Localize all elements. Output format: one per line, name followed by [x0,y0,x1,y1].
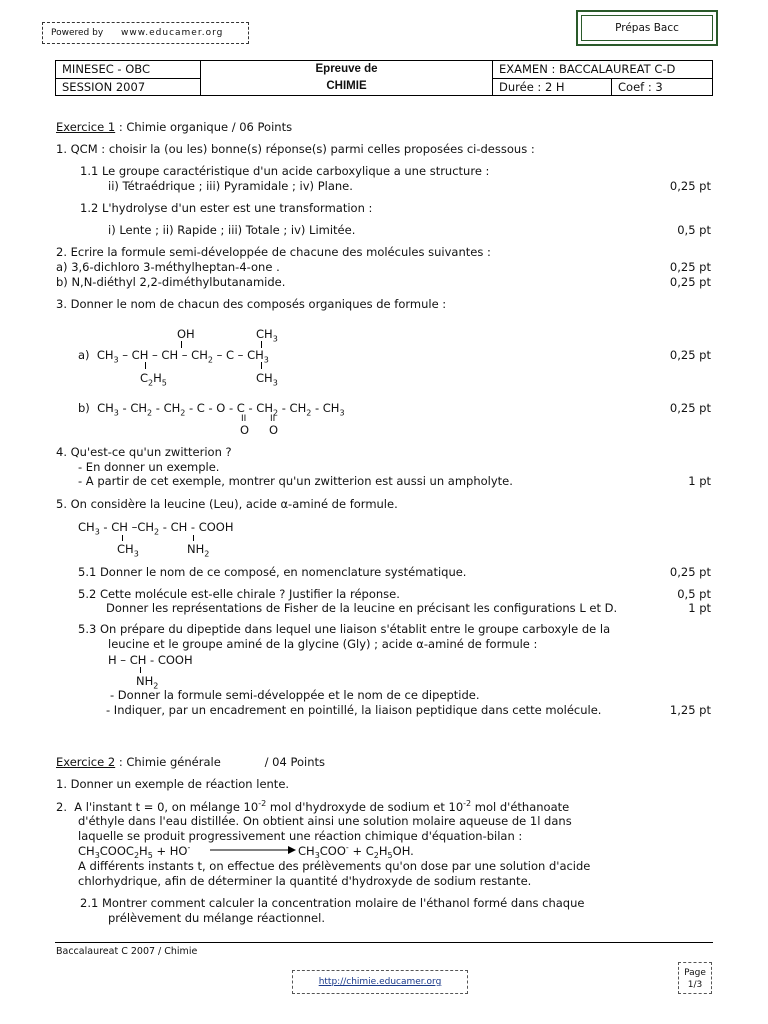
ex1-heading [56,120,292,134]
footer-url-text[interactable]: http://chimie.educamer.org [318,977,442,987]
ex2-label: Exercice 2 [56,755,116,769]
bond-line [145,362,146,369]
reaction-arrow-icon [208,844,296,856]
footer-divider [55,942,713,943]
formula-a-main: a) $CH_3$ – CH – CH – $CH_2$ – C – $CH_3$ [78,348,269,365]
ex2-q2-line4: A différents instants t, on effectue des prélèvements qu'on dose par une solution d'acide [78,859,591,873]
ex1-q2b-points: 0,25 pt [669,275,711,289]
formula-b-o1: O [240,423,250,437]
bond-line [261,341,262,348]
bond-line [193,535,194,541]
ex2-q2-line2: d'éthyle dans l'eau distillée. On obtient ainsi une solution molaire aqueuse de 1l dans [78,814,572,828]
ex1-q4a: - En donner un exemple. [78,460,220,474]
formula-a-oh: OH [177,327,195,341]
footer-left: Baccalaureat C 2007 / Chimie [56,946,198,957]
ex1-q3b-points: 0,25 pt [669,401,711,415]
double-bond-mark: II [270,414,276,424]
page-number-box [678,962,712,994]
ex1-q3a-points: 0,25 pt [669,348,711,362]
ex2-q2-1a: 2.1 Montrer comment calculer la concentration molaire de l'éthanol formé dans chaque [80,896,585,910]
glycine-formula: H – CH - COOH [108,653,193,667]
powered-label: Powered by [51,28,104,38]
ex2-q1: 1. Donner un exemple de réaction lente. [56,777,290,791]
leucine-ch3: $CH_3$ [117,542,139,559]
formula-a-ch3-top: $CH_3$ [256,327,278,344]
ex1-q5-2: 5.2 Cette molécule est-elle chirale ? Justifier la réponse. [78,587,400,601]
ex2-q2-line3: laquelle se produit progressivement une réaction chimique d'équation-bilan : [78,829,523,843]
header-title-line1: Epreuve de [315,63,378,75]
header-coef: Coef : 3 [612,78,713,96]
ex2-q2-line1: 2. A l'instant t = 0, on mélange $10^{-2}$ mol d'hydroxyde de sodium et $10^{-2}$ mol d'éthanoate [56,799,570,814]
ex1-q5-1-points: 0,25 pt [669,565,711,579]
formula-a-c2h5: $C_2H_5$ [140,371,167,388]
equation-right: $CH_3COO^- + C_2H_5OH$. [298,843,414,861]
ex1-q5-1: 5.1 Donner le nom de ce composé, en nomenclature systématique. [78,565,467,579]
equation-left: $CH_3COOC_2H_5 + HO^-$ [78,843,191,861]
page-number: 1/3 [687,980,703,990]
ex1-q5-2-points: 0,5 pt [677,587,711,601]
ex1-q5: 5. On considère la leucine (Leu), acide α-aminé de formule. [56,497,398,511]
ex1-q5-3c: - Donner la formule semi-développée et le nom de ce dipeptide. [110,688,480,702]
ex1-q4: 4. Qu'est-ce qu'un zwitterion ? [56,445,232,459]
ex1-q1-2-options: i) Lente ; ii) Rapide ; iii) Totale ; iv) Limitée. [108,223,356,237]
ex1-q3: 3. Donner le nom de chacun des composés organiques de formule : [56,297,447,311]
ex1-q5-2b: Donner les représentations de Fisher de la leucine en précisant les configurations L et D. [106,601,618,615]
header-title-line2: CHIMIE [326,80,367,92]
formula-a-ch3-bot: $CH_3$ [256,371,278,388]
ex2-q2-line5: chlorhydrique, afin de déterminer la quantité d'hydroxyde de sodium restante. [78,874,532,888]
footer-url[interactable] [292,970,468,994]
header-exam: EXAMEN : BACCALAUREAT C-D [493,61,713,79]
powered-site[interactable]: www.educamer.org [121,28,224,38]
ex1-q5-3: 5.3 On prépare du dipeptide dans lequel une liaison s'établit entre le groupe carboxyle de la [78,622,611,636]
ex1-q5-3b: leucine et le groupe aminé de la glycine (Gly) ; acide α-aminé de formule : [108,637,538,651]
prepas-label: Prépas Bacc [581,15,713,41]
ex1-q1-1: 1.1 Le groupe caractéristique d'un acide carboxylique a une structure : [80,164,490,178]
leucine-formula: $CH_3$ - CH $-CH_2$ - CH - COOH [78,520,234,537]
ex2-title: : Chimie générale / 04 Points [115,755,326,769]
ex1-q1-2-points: 0,5 pt [677,223,711,237]
ex2-heading [56,755,325,769]
exam-header [55,60,713,96]
bond-line [122,535,123,541]
ex1-q1: 1. QCM : choisir la (ou les) bonne(s) réponse(s) parmi celles proposées ci-dessous : [56,142,535,156]
ex1-q4-points: 1 pt [688,474,711,488]
ex1-q2b: b) N,N-diéthyl 2,2-diméthylbutanamide. [56,275,286,289]
ex1-q5-3d: - Indiquer, par un encadrement en pointillé, la liaison peptidique dans cette molécule. [106,703,602,717]
ex1-q1-1-points: 0,25 pt [669,179,711,193]
bond-line [181,341,182,348]
ex1-q5-3-points: 1,25 pt [669,703,711,717]
header-org: MINESEC - OBC [56,61,201,79]
ex1-q5-2b-points: 1 pt [688,601,711,615]
formula-b-o2: O [269,423,279,437]
bond-line [261,362,262,369]
header-title [201,61,493,96]
ex1-title: : Chimie organique / 06 Points [115,120,293,134]
ex1-q2: 2. Ecrire la formule semi-développée de chacune des molécules suivantes : [56,245,491,259]
ex1-q1-1-options: ii) Tétraédrique ; iii) Pyramidale ; iv) Plane. [108,179,353,193]
page-label: Page [684,968,706,978]
glycine-nh2: $NH_2$ [136,674,159,691]
prepas-badge [576,10,718,46]
header-session: SESSION 2007 [56,78,201,96]
header-duration: Durée : 2 H [493,78,612,96]
leucine-nh2: $NH_2$ [187,542,210,559]
bond-line [140,667,141,673]
ex1-q4b: - A partir de cet exemple, montrer qu'un zwitterion est aussi un ampholyte. [78,474,513,488]
formula-b-main: b) $CH_3 - CH_2 - CH_2$ - C - O - C - $CH_2 - CH_2 - CH_3$ [78,401,345,418]
powered-by-box [42,22,249,44]
ex2-q2-1b: prélèvement du mélange réactionnel. [108,911,325,925]
ex1-q1-2: 1.2 L'hydrolyse d'un ester est une transformation : [80,201,373,215]
ex1-label: Exercice 1 [56,120,116,134]
ex1-q2a: a) 3,6-dichloro 3-méthylheptan-4-one . [56,260,280,274]
double-bond-mark: II [241,414,247,424]
ex1-q2a-points: 0,25 pt [669,260,711,274]
